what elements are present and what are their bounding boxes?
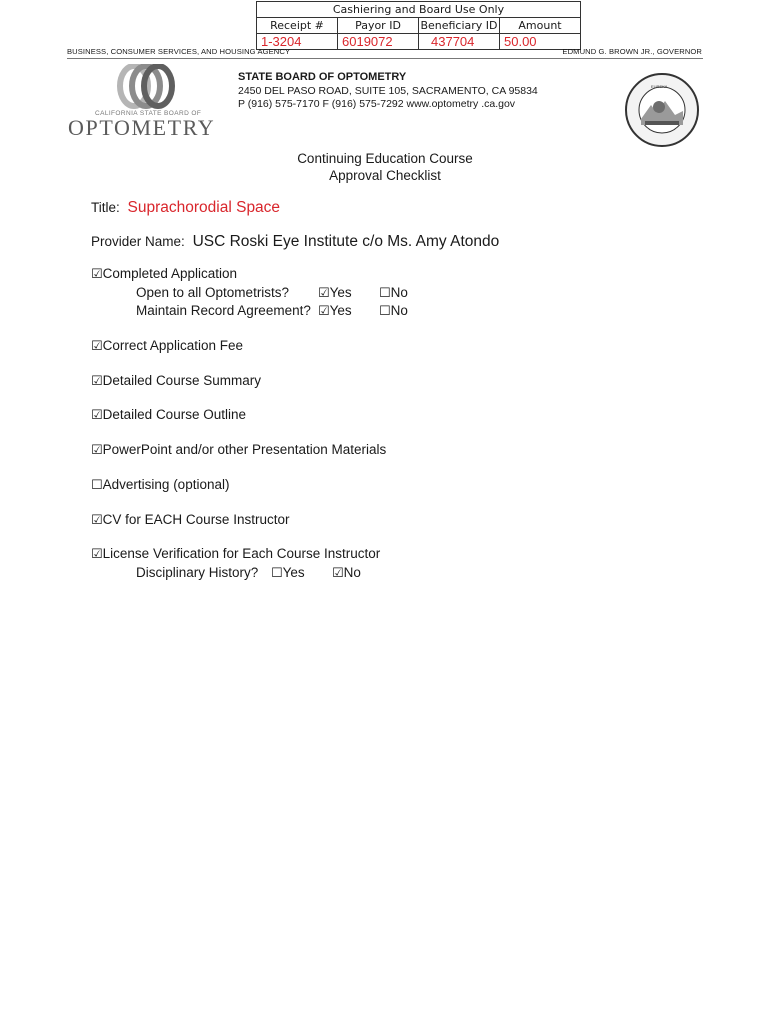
no-label: No [390, 303, 408, 318]
presentation-label: PowerPoint and/or other Presentation Materials [102, 442, 387, 457]
yes-label: Yes [282, 565, 305, 580]
provider-value[interactable]: USC Roski Eye Institute c/o Ms. Amy Atondo [192, 233, 500, 250]
board-address: 2450 DEL PASO ROAD, SUITE 105, SACRAMENTO, CA 95834 [238, 85, 538, 97]
title-field [91, 199, 280, 217]
doc-title-line2: Approval Checklist [329, 168, 441, 183]
checked-box-icon[interactable]: ☑ [91, 513, 103, 528]
checked-box-icon[interactable]: ☑ [91, 339, 103, 354]
payor-id-value[interactable]: 6019072 [338, 34, 419, 50]
yes-label: Yes [329, 285, 352, 300]
unchecked-box-icon[interactable]: ☐ [379, 304, 391, 319]
checked-box-icon[interactable]: ☑ [318, 286, 330, 301]
correct-fee-item [91, 338, 243, 354]
checked-box-icon[interactable]: ☑ [91, 267, 103, 282]
agency-line: BUSINESS, CONSUMER SERVICES, AND HOUSING AGENCY [67, 47, 291, 56]
course-outline-item [91, 407, 246, 423]
checked-box-icon[interactable]: ☑ [332, 566, 344, 581]
title-label: Title: [91, 200, 120, 215]
header-divider [67, 58, 703, 59]
logo-small-text: CALIFORNIA STATE BOARD OF [95, 110, 202, 117]
cashiering-title: Cashiering and Board Use Only [257, 2, 581, 18]
checked-box-icon[interactable]: ☑ [91, 374, 103, 389]
advertising-label: Advertising (optional) [102, 477, 230, 492]
yes-label: Yes [329, 303, 352, 318]
amount-value[interactable]: 50.00 [500, 34, 581, 50]
course-summary-item [91, 373, 261, 389]
beneficiary-id-header: Beneficiary ID [420, 19, 498, 32]
title-value[interactable]: Suprachorodial Space [127, 199, 281, 216]
disciplinary-label: Disciplinary History? [136, 565, 259, 580]
provider-label: Provider Name: [91, 234, 185, 249]
payor-id-header: Payor ID [338, 18, 419, 34]
maintain-record-label: Maintain Record Agreement? [136, 303, 311, 318]
checked-box-icon[interactable]: ☑ [318, 304, 330, 319]
unchecked-box-icon[interactable]: ☐ [379, 286, 391, 301]
course-outline-label: Detailed Course Outline [102, 407, 246, 422]
open-to-all-yes [318, 285, 352, 301]
checked-box-icon[interactable]: ☑ [91, 443, 103, 458]
seal-motto: EUREKA [651, 84, 668, 89]
license-label: License Verification for Each Course Instructor [102, 546, 381, 561]
optometry-logo [68, 64, 218, 140]
provider-field [91, 233, 499, 251]
open-to-all-no [379, 285, 408, 301]
presentation-item [91, 442, 386, 458]
rings-icon [68, 64, 218, 112]
maintain-record-no [379, 303, 408, 319]
board-name: STATE BOARD OF OPTOMETRY [238, 71, 407, 83]
cv-item [91, 512, 289, 528]
completed-application-item [91, 266, 237, 282]
no-label: No [343, 565, 361, 580]
governor-line: EDMUND G. BROWN JR., GOVERNOR [562, 47, 702, 56]
checked-box-icon[interactable]: ☑ [91, 408, 103, 423]
course-summary-label: Detailed Course Summary [102, 373, 261, 388]
open-to-all-label: Open to all Optometrists? [136, 285, 290, 300]
maintain-record-yes [318, 303, 352, 319]
logo-big-text: OPTOMETRY [68, 115, 216, 140]
disciplinary-yes [271, 565, 305, 581]
board-contact: P (916) 575-7170 F (916) 575-7292 www.optometry .ca.gov [238, 98, 516, 110]
checked-box-icon[interactable]: ☑ [91, 547, 103, 562]
correct-fee-label: Correct Application Fee [102, 338, 243, 353]
cashiering-table [256, 1, 581, 50]
advertising-item [91, 477, 229, 493]
receipt-header: Receipt # [257, 18, 338, 34]
amount-header: Amount [500, 18, 581, 34]
disciplinary-no [332, 565, 361, 581]
cv-label: CV for EACH Course Instructor [102, 512, 290, 527]
license-item [91, 546, 380, 562]
no-label: No [390, 285, 408, 300]
receipt-value[interactable]: 1-3204 [257, 34, 338, 50]
unchecked-box-icon[interactable]: ☐ [91, 478, 103, 493]
beneficiary-id-value[interactable]: 437704 [419, 34, 500, 50]
completed-application-label: Completed Application [102, 266, 237, 281]
unchecked-box-icon[interactable]: ☐ [271, 566, 283, 581]
doc-title-line1: Continuing Education Course [297, 151, 473, 166]
